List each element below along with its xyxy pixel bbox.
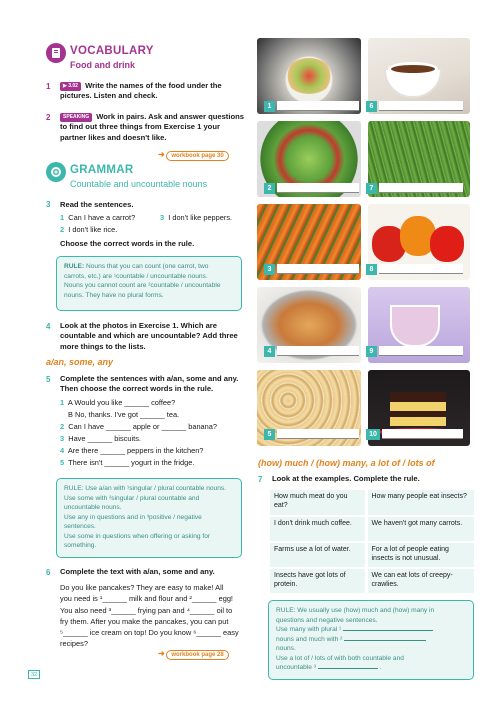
table-cell: Farms use a lot of water. xyxy=(270,542,366,568)
page-number: 32 xyxy=(28,670,40,679)
table-cell: We haven't got many carrots. xyxy=(366,516,474,542)
exercise-2-instruction: SPEAKING Work in pairs. Ask and answer questions to find out three things from Exercise 1 your partner likes and doesn't like. xyxy=(60,112,244,142)
ex5-item: B No, thanks. I've got ______ tea. xyxy=(68,410,180,419)
exercise-1-instruction: ▶ 3.02 Write the names of the food under the pictures. Listen and check. xyxy=(60,81,222,101)
photo-number: 8 xyxy=(366,264,377,275)
table-row xyxy=(270,542,474,568)
vocabulary-book-icon xyxy=(46,43,66,63)
answer-line[interactable] xyxy=(277,101,359,111)
exercise-3-rule-instruction: Choose the correct words in the rule. xyxy=(60,239,195,248)
table-cell: How many people eat insects? xyxy=(366,490,474,516)
rule-box-aan-some-any: RULE: Use a/an with ¹singular / plural countable nouns. Use some with ²singular / plural countable and uncountable nouns. Use any in questions and in ³positive / negative sentences. Use some in questions when offering or asking for something. xyxy=(56,478,242,558)
arrow-right-icon: ➜ xyxy=(158,150,165,159)
exercise-4-instruction: Look at the photos in Exercise 1. Which are countable and which are uncountable? Add three more things to the lists. xyxy=(60,321,238,351)
photo-number: 6 xyxy=(366,101,377,112)
vocabulary-title: VOCABULARY xyxy=(70,45,154,57)
exercise-5-number: 5 xyxy=(46,375,51,384)
ex5-item: 5 There isn't ______ yogurt in the fridge. xyxy=(60,458,195,467)
speaking-badge: SPEAKING xyxy=(60,113,92,122)
grammar-subtitle: Countable and uncountable nouns xyxy=(70,179,208,189)
answer-line[interactable] xyxy=(379,346,463,356)
table-cell: For a lot of people eating insects is not unusual. xyxy=(366,542,474,568)
exercise-7-instruction: Look at the examples. Complete the rule. xyxy=(272,474,420,483)
examples-table xyxy=(270,490,474,595)
exercise-6-number: 6 xyxy=(46,568,51,577)
table-cell: How much meat do you eat? xyxy=(270,490,366,516)
answer-line[interactable] xyxy=(277,429,359,439)
photo-number: 10 xyxy=(366,429,380,440)
photo-number: 1 xyxy=(264,101,275,112)
audio-track-badge[interactable]: ▶ 3.02 xyxy=(60,82,81,91)
exercise-2-number: 2 xyxy=(46,113,51,122)
example-sentence-1: 1 Can I have a carrot? xyxy=(60,213,136,222)
photo-number: 3 xyxy=(264,264,275,275)
answer-line[interactable] xyxy=(379,101,463,111)
ex5-item: 1 A Would you like ______ coffee? xyxy=(60,398,176,407)
arrow-right-icon: ➜ xyxy=(158,649,165,658)
workbook-link-30[interactable]: ➜ workbook page 30 xyxy=(158,150,229,161)
exercise-7-number: 7 xyxy=(258,475,263,484)
photo-number: 5 xyxy=(264,429,275,440)
exercise-5-items xyxy=(60,398,250,470)
answer-line[interactable] xyxy=(343,630,433,631)
exercise-6-text: Do you like pancakes? They are easy to make! All you need is ¹______ milk and flour and ²______ egg! You also need ³______ frying pan and ⁴______ oil to fry them. After you make the pancakes, you can put ⁵______ ice cream on top! Do you know ⁶______ easy recipes? xyxy=(60,583,239,649)
table-row xyxy=(270,516,474,542)
how-much-many-heading: (how) much / (how) many, a lot of / lots of xyxy=(258,458,435,468)
answer-line[interactable] xyxy=(382,429,463,439)
photo-number: 4 xyxy=(264,346,275,357)
photo-number: 2 xyxy=(264,183,275,194)
exercise-4-number: 4 xyxy=(46,322,51,331)
exercise-1-number: 1 xyxy=(46,82,51,91)
table-row xyxy=(270,490,474,516)
rule-box-much-many: RULE: We usually use (how) much and (how) many in questions and negative sentences. Use many with plural ¹ nouns and much with ² nouns. Use a lot of / lots of with both countable and uncountable ³ . xyxy=(268,600,474,680)
answer-line[interactable] xyxy=(277,264,359,274)
workbook-link-28[interactable]: ➜ workbook page 28 xyxy=(158,649,229,660)
table-cell: I don't drink much coffee. xyxy=(270,516,366,542)
answer-line[interactable] xyxy=(379,264,463,274)
grammar-title: GRAMMAR xyxy=(70,164,134,176)
ex5-item: 4 Are there ______ peppers in the kitchen? xyxy=(60,446,204,455)
grammar-cog-icon xyxy=(46,162,66,182)
table-row xyxy=(270,568,474,594)
answer-line[interactable] xyxy=(277,183,359,193)
example-sentence-3: 3 I don't like peppers. xyxy=(160,213,233,222)
photo-number: 9 xyxy=(366,346,377,357)
table-cell: We can eat lots of creepy-crawlies. xyxy=(366,568,474,594)
ex5-item: 2 Can I have ______ apple or ______ banana? xyxy=(60,422,217,431)
aan-some-any-heading: a/an, some, any xyxy=(46,357,114,367)
answer-line[interactable] xyxy=(277,346,359,356)
exercise-3-number: 3 xyxy=(46,200,51,209)
exercise-3-instruction: Read the sentences. xyxy=(60,200,134,209)
answer-line[interactable] xyxy=(318,668,378,669)
answer-line[interactable] xyxy=(344,640,426,641)
exercise-6-instruction: Complete the text with a/an, some and any. xyxy=(60,567,215,576)
rule-box-countable: RULE: Nouns that you can count (one carrot, two carrots, etc.) are ¹countable / uncountable nouns. Nouns you cannot count are ²countable / uncountable nouns. They have no plural forms. xyxy=(56,256,242,311)
table-cell: Insects have got lots of protein. xyxy=(270,568,366,594)
vocabulary-subtitle: Food and drink xyxy=(70,60,135,70)
answer-line[interactable] xyxy=(379,183,463,193)
exercise-5-instruction: Complete the sentences with a/an, some and any. Then choose the correct words in the rule. xyxy=(60,374,239,394)
example-sentence-2: 2 I don't like rice. xyxy=(60,225,118,234)
photo-number: 7 xyxy=(366,183,377,194)
ex5-item: 3 Have ______ biscuits. xyxy=(60,434,141,443)
